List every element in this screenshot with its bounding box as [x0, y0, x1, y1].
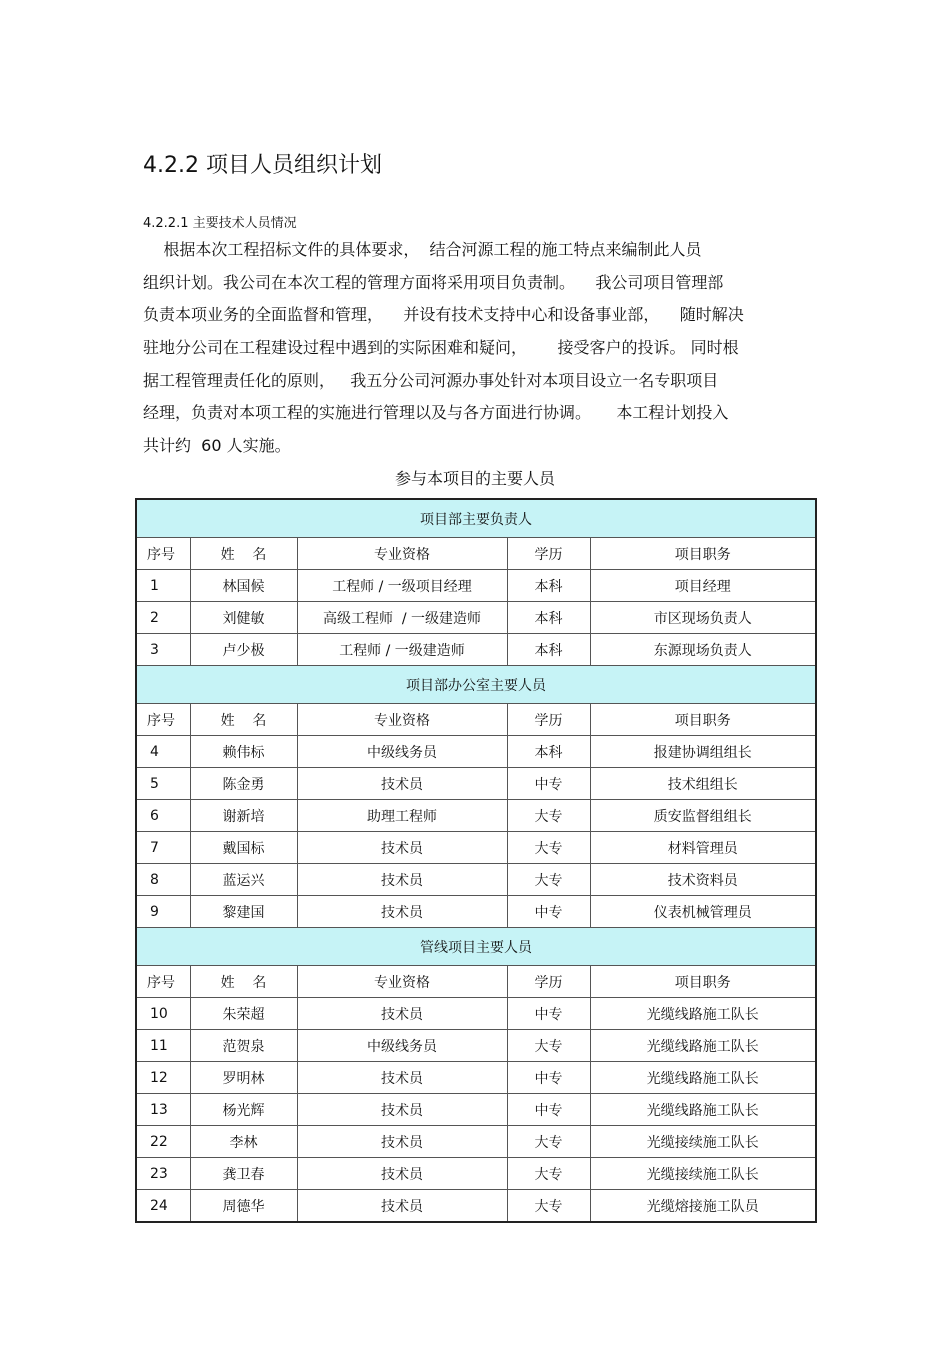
table-cell: 技术员	[297, 1094, 507, 1126]
table-row	[136, 570, 816, 602]
table-cell: 高级工程师 / 一级建造师	[297, 602, 507, 634]
table-cell: 本科	[507, 634, 590, 666]
paragraph-line: 驻地分公司在工程建设过程中遇到的实际困难和疑问， 接受客户的投诉。 同时根	[143, 338, 739, 358]
table-cell: 中级线务员	[297, 736, 507, 768]
table-cell: 23	[136, 1158, 190, 1190]
table-cell: 中专	[507, 998, 590, 1030]
table-cell: 8	[136, 864, 190, 896]
section-header-row	[136, 928, 816, 966]
table-cell: 杨光辉	[190, 1094, 297, 1126]
paragraph-line: 据工程管理责任化的原则， 我五分公司河源办事处针对本项目设立一名专职项目	[143, 370, 719, 390]
table-cell: 工程师 / 一级建造师	[297, 634, 507, 666]
table-cell: 朱荣超	[190, 998, 297, 1030]
section-title: 管线项目主要人员	[136, 928, 816, 966]
table-cell: 11	[136, 1030, 190, 1062]
table-cell: 9	[136, 896, 190, 928]
column-header: 姓 名	[190, 538, 297, 570]
table-cell: 中级线务员	[297, 1030, 507, 1062]
column-header: 专业资格	[297, 704, 507, 736]
paragraph-line: 负责本项业务的全面监督和管理， 并设有技术支持中心和设备事业部， 随时解决	[143, 305, 744, 325]
table-cell: 东源现场负责人	[590, 634, 816, 666]
body-paragraph	[143, 234, 807, 463]
table-cell: 市区现场负责人	[590, 602, 816, 634]
table-cell: 技术资料员	[590, 864, 816, 896]
table-cell: 报建协调组组长	[590, 736, 816, 768]
table-row	[136, 832, 816, 864]
table-cell: 技术员	[297, 998, 507, 1030]
column-header: 学历	[507, 704, 590, 736]
table-cell: 大专	[507, 1030, 590, 1062]
table-cell: 大专	[507, 1126, 590, 1158]
column-header: 序号	[136, 704, 190, 736]
staff-table	[135, 498, 817, 1223]
table-cell: 技术员	[297, 864, 507, 896]
column-header: 序号	[136, 966, 190, 998]
section-heading: 4.2.2 项目人员组织计划	[143, 153, 382, 178]
table-cell: 12	[136, 1062, 190, 1094]
table-cell: 工程师 / 一级项目经理	[297, 570, 507, 602]
table-cell: 13	[136, 1094, 190, 1126]
table-cell: 光缆线路施工队长	[590, 1094, 816, 1126]
table-cell: 龚卫春	[190, 1158, 297, 1190]
section-title: 项目部办公室主要人员	[136, 666, 816, 704]
column-header: 项目职务	[590, 966, 816, 998]
table-cell: 2	[136, 602, 190, 634]
table-row	[136, 1062, 816, 1094]
table-row	[136, 602, 816, 634]
table-row	[136, 1094, 816, 1126]
column-header: 学历	[507, 966, 590, 998]
paragraph-line: 共计约 60 人实施。	[143, 436, 291, 456]
table-cell: 中专	[507, 768, 590, 800]
table-row	[136, 1126, 816, 1158]
table-cell: 李林	[190, 1126, 297, 1158]
table-cell: 赖伟标	[190, 736, 297, 768]
table-cell: 本科	[507, 736, 590, 768]
table-cell: 光缆接续施工队长	[590, 1158, 816, 1190]
table-cell: 3	[136, 634, 190, 666]
column-header: 项目职务	[590, 704, 816, 736]
table-cell: 项目经理	[590, 570, 816, 602]
table-row	[136, 896, 816, 928]
table-cell: 大专	[507, 1158, 590, 1190]
table-row	[136, 998, 816, 1030]
table-row	[136, 768, 816, 800]
table-cell: 质安监督组组长	[590, 800, 816, 832]
table-cell: 戴国标	[190, 832, 297, 864]
table-cell: 大专	[507, 832, 590, 864]
column-header: 序号	[136, 538, 190, 570]
table-row	[136, 800, 816, 832]
column-header: 专业资格	[297, 966, 507, 998]
table-cell: 本科	[507, 570, 590, 602]
column-header: 学历	[507, 538, 590, 570]
column-header: 专业资格	[297, 538, 507, 570]
table-row	[136, 634, 816, 666]
paragraph-line: 经理，负责对本项工程的实施进行管理以及与各方面进行协调。 本工程计划投入	[143, 403, 729, 423]
table-cell: 范贺泉	[190, 1030, 297, 1062]
table-cell: 陈金勇	[190, 768, 297, 800]
section-header-row	[136, 666, 816, 704]
table-row	[136, 1030, 816, 1062]
table-cell: 光缆线路施工队长	[590, 1030, 816, 1062]
table-cell: 助理工程师	[297, 800, 507, 832]
table-cell: 卢少极	[190, 634, 297, 666]
table-cell: 24	[136, 1190, 190, 1223]
column-header: 姓 名	[190, 966, 297, 998]
table-cell: 林国候	[190, 570, 297, 602]
table-cell: 技术员	[297, 1062, 507, 1094]
table-cell: 大专	[507, 864, 590, 896]
table-cell: 10	[136, 998, 190, 1030]
table-cell: 仪表机械管理员	[590, 896, 816, 928]
table-cell: 材料管理员	[590, 832, 816, 864]
table-row	[136, 736, 816, 768]
column-header-row	[136, 966, 816, 998]
table-cell: 刘健敏	[190, 602, 297, 634]
table-cell: 本科	[507, 602, 590, 634]
column-header: 姓 名	[190, 704, 297, 736]
table-row	[136, 1158, 816, 1190]
table-cell: 光缆熔接施工队员	[590, 1190, 816, 1223]
column-header-row	[136, 704, 816, 736]
table-cell: 技术员	[297, 1126, 507, 1158]
table-cell: 1	[136, 570, 190, 602]
table-cell: 技术员	[297, 768, 507, 800]
paragraph-line: 组织计划。我公司在本次工程的管理方面将采用项目负责制。 我公司项目管理部	[143, 272, 724, 292]
table-cell: 7	[136, 832, 190, 864]
table-cell: 光缆线路施工队长	[590, 1062, 816, 1094]
column-header: 项目职务	[590, 538, 816, 570]
table-cell: 技术员	[297, 1190, 507, 1223]
table-cell: 技术员	[297, 832, 507, 864]
section-header-row	[136, 499, 816, 538]
table-cell: 技术组组长	[590, 768, 816, 800]
table-cell: 22	[136, 1126, 190, 1158]
table-caption: 参与本项目的主要人员	[394, 469, 555, 488]
column-header-row	[136, 538, 816, 570]
table-row	[136, 1190, 816, 1223]
table-cell: 5	[136, 768, 190, 800]
table-cell: 光缆接续施工队长	[590, 1126, 816, 1158]
table-cell: 光缆线路施工队长	[590, 998, 816, 1030]
table-cell: 4	[136, 736, 190, 768]
table-cell: 谢新培	[190, 800, 297, 832]
table-row	[136, 864, 816, 896]
paragraph-line: 根据本次工程招标文件的具体要求， 结合河源工程的施工特点来编制此人员	[143, 240, 702, 259]
section-title: 项目部主要负责人	[136, 499, 816, 538]
table-cell: 技术员	[297, 1158, 507, 1190]
table-cell: 罗明林	[190, 1062, 297, 1094]
table-cell: 6	[136, 800, 190, 832]
table-cell: 技术员	[297, 896, 507, 928]
table-cell: 中专	[507, 896, 590, 928]
table-cell: 蓝运兴	[190, 864, 297, 896]
table-cell: 周德华	[190, 1190, 297, 1223]
table-cell: 中专	[507, 1062, 590, 1094]
subsection-heading: 4.2.2.1 主要技术人员情况	[143, 216, 297, 231]
table-cell: 中专	[507, 1094, 590, 1126]
table-cell: 黎建国	[190, 896, 297, 928]
table-cell: 大专	[507, 1190, 590, 1223]
table-cell: 大专	[507, 800, 590, 832]
